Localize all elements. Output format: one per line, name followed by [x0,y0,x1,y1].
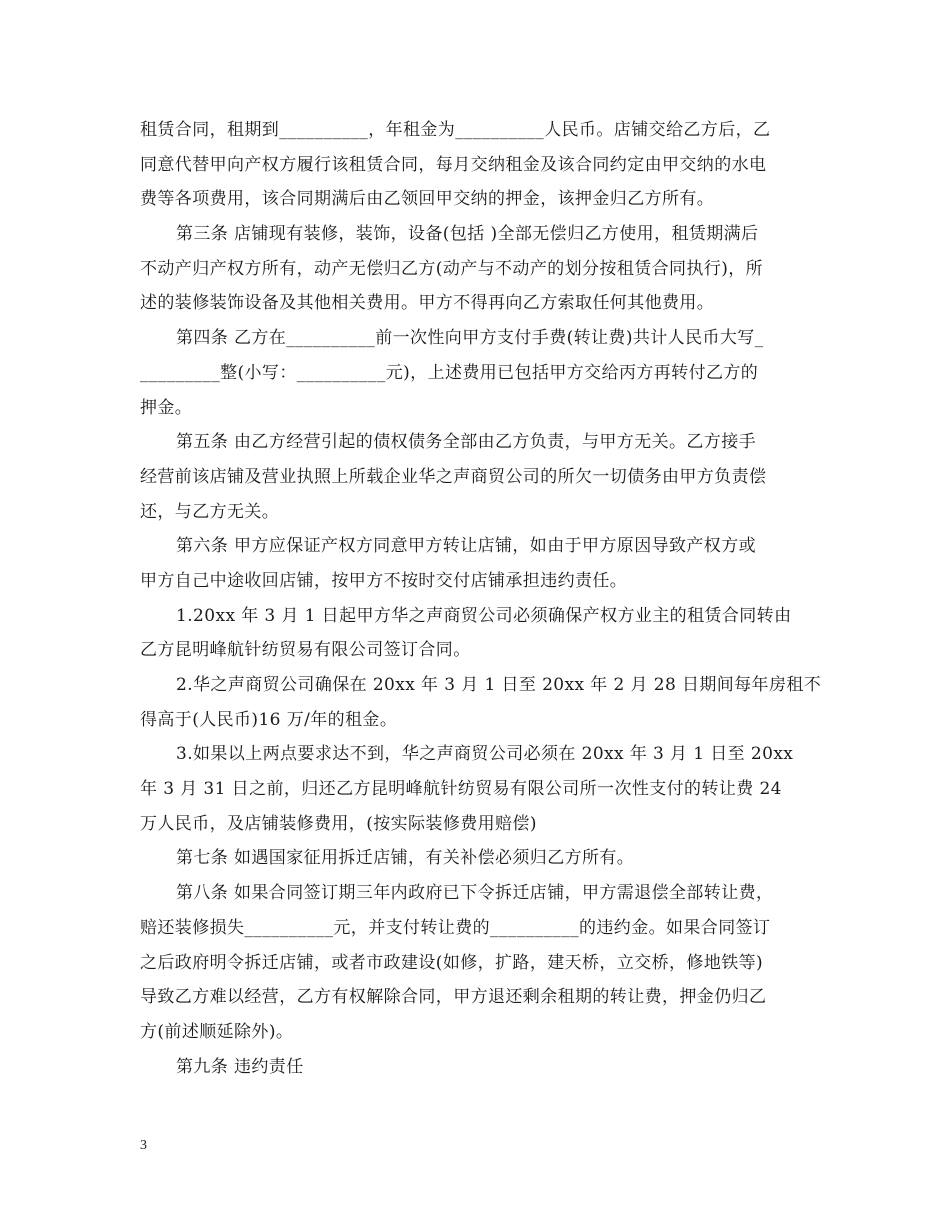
article-7-heading-line: 第七条 如遇国家征用拆迁店铺，有关补偿必须归乙方所有。 [176,848,635,869]
text-line: 同意代替甲向产权方履行该租赁合同，每月交纳租金及该合同约定由甲交纳的水电 [140,154,767,175]
clause-1-line: 1.20xx 年 3 月 1 日起甲方华之声商贸公司必须确保产权方业主的租赁合同转由 [176,605,792,626]
article-4-heading-line: 第四条 乙方在__________前一次性向甲方支付手费(转让费)共计人民币大写_ [176,328,764,349]
text-line: 还，与乙方无关。 [140,501,280,522]
text-line: _________整(小写：__________元)，上述费用已包括甲方交给丙方再转付乙方的 [140,362,759,383]
text-line: 甲方自己中途收回店铺，按甲方不按时交付店铺承担违约责任。 [140,570,628,591]
article-9-heading-line: 第九条 违约责任 [176,1056,304,1077]
page-number: 3 [140,1138,147,1153]
text-line: 乙方昆明峰航针纺贸易有限公司签订合同。 [140,640,471,661]
text-line: 经营前该店铺及营业执照上所载企业华之声商贸公司的所欠一切债务由甲方负责偿 [140,466,767,487]
article-6-heading-line: 第六条 甲方应保证产权方同意甲方转让店铺，如由于甲方原因导致产权方或 [176,536,757,557]
text-line: 租赁合同，租期到__________，年租金为__________人民币。店铺交给乙方后，乙 [140,120,771,140]
text-line: 费等各项费用，该合同期满后由乙领回甲交纳的押金，该押金归乙方所有。 [140,189,715,210]
article-5-heading-line: 第五条 由乙方经营引起的债权债务全部由乙方负责，与甲方无关。乙方接手 [176,432,757,453]
document-body [140,113,822,1084]
text-line: 赔还装修损失__________元，并支付转让费的__________的违约金。如果合同签订 [140,917,771,938]
text-line: 方(前述顺延除外)。 [140,1021,294,1042]
article-8-heading-line: 第八条 如果合同签订期三年内政府已下令拆迁店铺，甲方需退偿全部转让费， [176,883,774,904]
clause-2-line: 2.华之声商贸公司确保在 20xx 年 3 月 1 日至 20xx 年 2 月 28 日期间每年房租不 [176,675,822,695]
text-line: 之后政府明令拆迁店铺，或者市政建设(如修，扩路，建天桥，立交桥，修地铁等) [140,952,764,973]
text-line: 押金。 [140,397,193,418]
text-line: 万人民币，及店铺装修费用，(按实际装修费用赔偿) [140,813,537,834]
text-line: 得高于(人民币)16 万/年的租金。 [140,709,398,730]
text-line: 述的装修装饰设备及其他相关费用。甲方不得再向乙方索取任何其他费用。 [140,293,715,314]
text-line: 不动产归产权方所有，动产无偿归乙方(动产与不动产的划分按租赁合同执行)，所 [140,258,764,279]
article-3-heading-line: 第三条 店铺现有装修，装饰，设备(包括 )全部无偿归乙方使用，租赁期满后 [176,224,759,245]
text-line: 导致乙方难以经营，乙方有权解除合同，甲方退还剩余租期的转让费，押金仍归乙 [140,987,767,1008]
text-line: 年 3 月 31 日之前，归还乙方昆明峰航针纺贸易有限公司所一次性支付的转让费 24 [140,779,782,800]
clause-3-line: 3.如果以上两点要求达不到，华之声商贸公司必须在 20xx 年 3 月 1 日至 20xx [176,744,794,765]
